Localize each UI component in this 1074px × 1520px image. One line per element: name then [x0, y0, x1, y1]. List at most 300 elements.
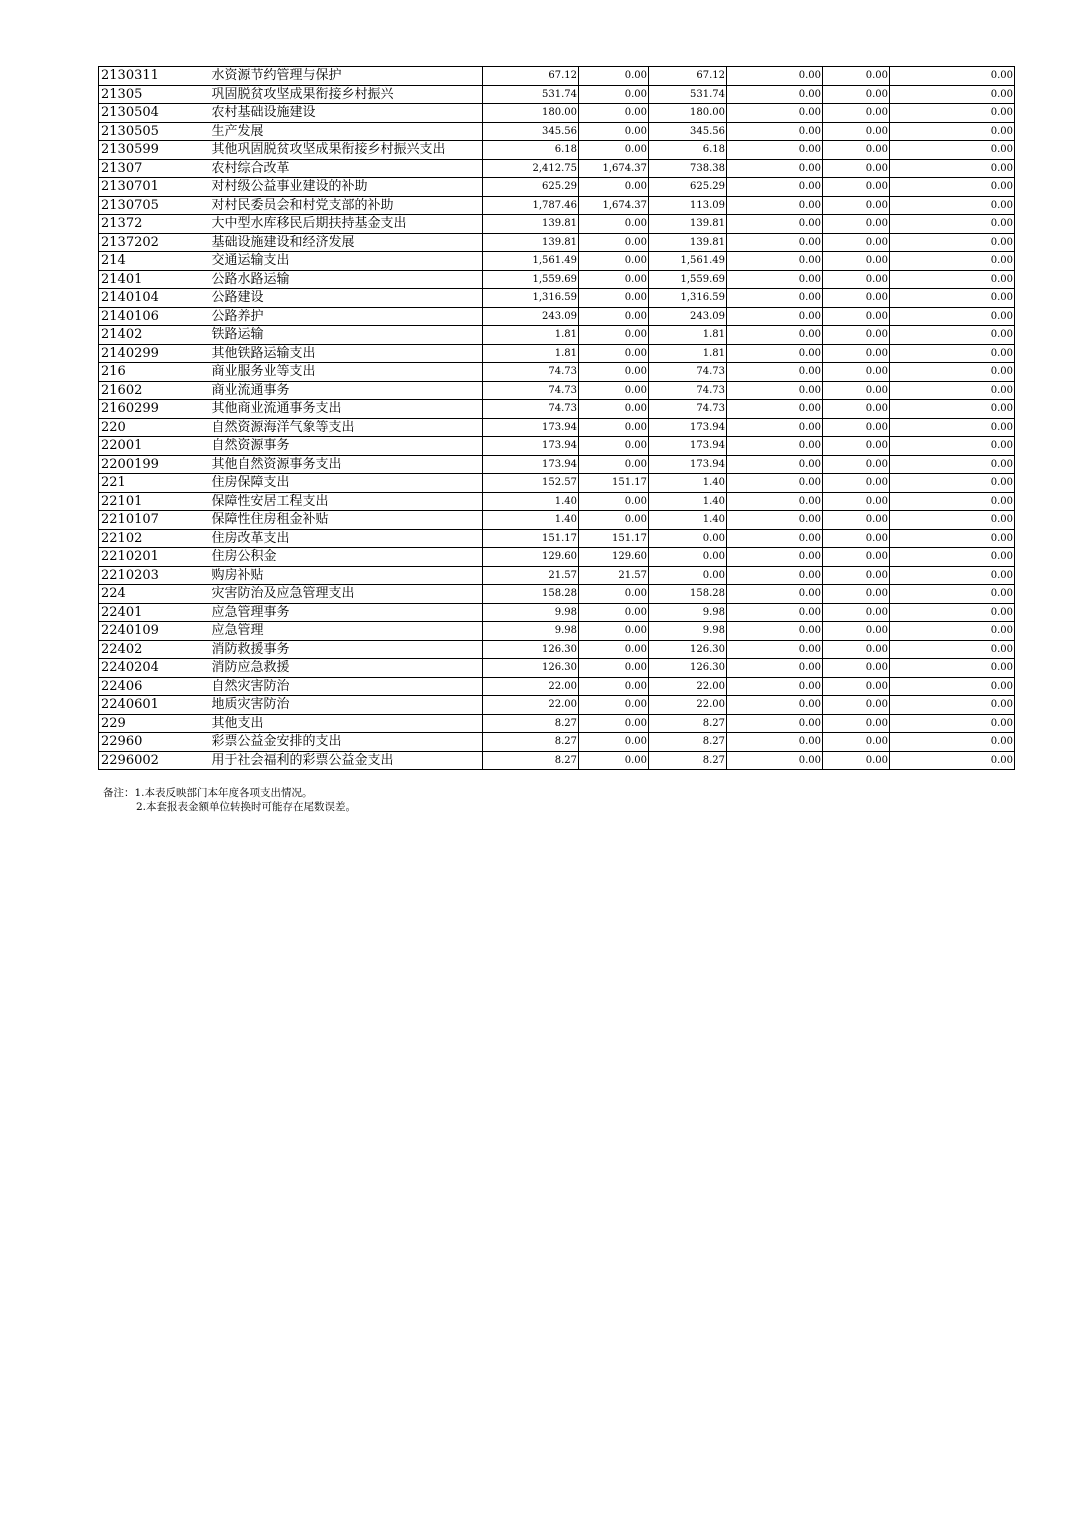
subject-code-cell: 21602 — [99, 381, 206, 400]
subject-name-cell: 商业流通事务 — [206, 381, 483, 400]
transfer-expenditure-cell: 0.00 — [890, 215, 1015, 234]
basic-expenditure-cell: 1,674.37 — [579, 159, 649, 178]
transfer-expenditure-cell: 0.00 — [890, 67, 1015, 86]
capital-expenditure-cell: 0.00 — [727, 67, 823, 86]
table-row — [99, 363, 1015, 382]
capital-expenditure-cell: 0.00 — [727, 270, 823, 289]
subject-name-cell: 应急管理事务 — [206, 603, 483, 622]
project-expenditure-cell: 0.00 — [649, 548, 727, 567]
table-row — [99, 215, 1015, 234]
basic-expenditure-cell: 0.00 — [579, 696, 649, 715]
basic-expenditure-cell: 0.00 — [579, 659, 649, 678]
subject-code-cell: 224 — [99, 585, 206, 604]
capital-expenditure-cell: 0.00 — [727, 289, 823, 308]
transfer-expenditure-cell: 0.00 — [890, 141, 1015, 160]
basic-expenditure-cell: 0.00 — [579, 363, 649, 382]
total-amount-cell: 8.27 — [483, 733, 579, 752]
capital-expenditure-cell: 0.00 — [727, 400, 823, 419]
other-expenditure-cell: 0.00 — [823, 437, 890, 456]
other-expenditure-cell: 0.00 — [823, 196, 890, 215]
other-expenditure-cell: 0.00 — [823, 141, 890, 160]
other-expenditure-cell: 0.00 — [823, 159, 890, 178]
table-row — [99, 252, 1015, 271]
table-row — [99, 307, 1015, 326]
note-line-2: 2.本套报表金额单位转换时可能存在尾数误差。 — [136, 801, 357, 813]
subject-name-cell: 农村基础设施建设 — [206, 104, 483, 123]
subject-code-cell: 22401 — [99, 603, 206, 622]
capital-expenditure-cell: 0.00 — [727, 622, 823, 641]
transfer-expenditure-cell: 0.00 — [890, 474, 1015, 493]
subject-code-cell: 2200199 — [99, 455, 206, 474]
subject-code-cell: 2140104 — [99, 289, 206, 308]
project-expenditure-cell: 67.12 — [649, 67, 727, 86]
subject-name-cell: 巩固脱贫攻坚成果衔接乡村振兴 — [206, 85, 483, 104]
transfer-expenditure-cell: 0.00 — [890, 104, 1015, 123]
table-row — [99, 159, 1015, 178]
total-amount-cell: 129.60 — [483, 548, 579, 567]
transfer-expenditure-cell: 0.00 — [890, 85, 1015, 104]
total-amount-cell: 6.18 — [483, 141, 579, 160]
table-row — [99, 437, 1015, 456]
transfer-expenditure-cell: 0.00 — [890, 252, 1015, 271]
table-row — [99, 492, 1015, 511]
other-expenditure-cell: 0.00 — [823, 529, 890, 548]
total-amount-cell: 139.81 — [483, 215, 579, 234]
subject-name-cell: 生产发展 — [206, 122, 483, 141]
capital-expenditure-cell: 0.00 — [727, 511, 823, 530]
basic-expenditure-cell: 0.00 — [579, 307, 649, 326]
subject-name-cell: 其他自然资源事务支出 — [206, 455, 483, 474]
subject-code-cell: 21402 — [99, 326, 206, 345]
capital-expenditure-cell: 0.00 — [727, 529, 823, 548]
subject-code-cell: 2140106 — [99, 307, 206, 326]
capital-expenditure-cell: 0.00 — [727, 640, 823, 659]
basic-expenditure-cell: 0.00 — [579, 751, 649, 770]
table-row — [99, 585, 1015, 604]
subject-name-cell: 公路建设 — [206, 289, 483, 308]
project-expenditure-cell: 158.28 — [649, 585, 727, 604]
project-expenditure-cell: 74.73 — [649, 400, 727, 419]
other-expenditure-cell: 0.00 — [823, 178, 890, 197]
basic-expenditure-cell: 0.00 — [579, 67, 649, 86]
table-row — [99, 529, 1015, 548]
capital-expenditure-cell: 0.00 — [727, 344, 823, 363]
subject-name-cell: 消防应急救援 — [206, 659, 483, 678]
subject-code-cell: 2130705 — [99, 196, 206, 215]
subject-code-cell: 21401 — [99, 270, 206, 289]
table-row — [99, 640, 1015, 659]
expenditure-table — [98, 66, 1015, 770]
total-amount-cell: 158.28 — [483, 585, 579, 604]
basic-expenditure-cell: 0.00 — [579, 141, 649, 160]
table-row — [99, 270, 1015, 289]
other-expenditure-cell: 0.00 — [823, 474, 890, 493]
total-amount-cell: 22.00 — [483, 677, 579, 696]
subject-code-cell: 22001 — [99, 437, 206, 456]
capital-expenditure-cell: 0.00 — [727, 307, 823, 326]
table-row — [99, 178, 1015, 197]
project-expenditure-cell: 139.81 — [649, 215, 727, 234]
total-amount-cell: 74.73 — [483, 400, 579, 419]
total-amount-cell: 151.17 — [483, 529, 579, 548]
other-expenditure-cell: 0.00 — [823, 307, 890, 326]
capital-expenditure-cell: 0.00 — [727, 104, 823, 123]
capital-expenditure-cell: 0.00 — [727, 585, 823, 604]
capital-expenditure-cell: 0.00 — [727, 215, 823, 234]
subject-code-cell: 220 — [99, 418, 206, 437]
project-expenditure-cell: 126.30 — [649, 659, 727, 678]
total-amount-cell: 9.98 — [483, 603, 579, 622]
table-row — [99, 289, 1015, 308]
subject-name-cell: 基础设施建设和经济发展 — [206, 233, 483, 252]
other-expenditure-cell: 0.00 — [823, 622, 890, 641]
subject-name-cell: 彩票公益金安排的支出 — [206, 733, 483, 752]
capital-expenditure-cell: 0.00 — [727, 659, 823, 678]
subject-name-cell: 其他支出 — [206, 714, 483, 733]
table-body — [99, 67, 1015, 770]
transfer-expenditure-cell: 0.00 — [890, 677, 1015, 696]
subject-code-cell: 21307 — [99, 159, 206, 178]
total-amount-cell: 74.73 — [483, 363, 579, 382]
transfer-expenditure-cell: 0.00 — [890, 363, 1015, 382]
transfer-expenditure-cell: 0.00 — [890, 751, 1015, 770]
basic-expenditure-cell: 129.60 — [579, 548, 649, 567]
subject-code-cell: 22960 — [99, 733, 206, 752]
subject-name-cell: 住房改革支出 — [206, 529, 483, 548]
table-row — [99, 733, 1015, 752]
transfer-expenditure-cell: 0.00 — [890, 492, 1015, 511]
table-row — [99, 696, 1015, 715]
capital-expenditure-cell: 0.00 — [727, 418, 823, 437]
table-row — [99, 141, 1015, 160]
table-row — [99, 400, 1015, 419]
table-row — [99, 85, 1015, 104]
basic-expenditure-cell: 0.00 — [579, 122, 649, 141]
subject-name-cell: 其他商业流通事务支出 — [206, 400, 483, 419]
total-amount-cell: 1,559.69 — [483, 270, 579, 289]
transfer-expenditure-cell: 0.00 — [890, 159, 1015, 178]
total-amount-cell: 126.30 — [483, 659, 579, 678]
subject-name-cell: 购房补贴 — [206, 566, 483, 585]
total-amount-cell: 173.94 — [483, 455, 579, 474]
project-expenditure-cell: 1,316.59 — [649, 289, 727, 308]
total-amount-cell: 1,561.49 — [483, 252, 579, 271]
subject-code-cell: 2296002 — [99, 751, 206, 770]
subject-name-cell: 公路水路运输 — [206, 270, 483, 289]
subject-code-cell: 229 — [99, 714, 206, 733]
table-row — [99, 67, 1015, 86]
other-expenditure-cell: 0.00 — [823, 400, 890, 419]
project-expenditure-cell: 6.18 — [649, 141, 727, 160]
table-row — [99, 122, 1015, 141]
other-expenditure-cell: 0.00 — [823, 215, 890, 234]
table-row — [99, 751, 1015, 770]
transfer-expenditure-cell: 0.00 — [890, 696, 1015, 715]
subject-code-cell: 214 — [99, 252, 206, 271]
total-amount-cell: 243.09 — [483, 307, 579, 326]
project-expenditure-cell: 9.98 — [649, 622, 727, 641]
subject-code-cell: 22402 — [99, 640, 206, 659]
subject-name-cell: 自然灾害防治 — [206, 677, 483, 696]
subject-name-cell: 自然资源海洋气象等支出 — [206, 418, 483, 437]
transfer-expenditure-cell: 0.00 — [890, 714, 1015, 733]
basic-expenditure-cell: 0.00 — [579, 677, 649, 696]
subject-name-cell: 商业服务业等支出 — [206, 363, 483, 382]
subject-code-cell: 2240204 — [99, 659, 206, 678]
total-amount-cell: 531.74 — [483, 85, 579, 104]
basic-expenditure-cell: 0.00 — [579, 511, 649, 530]
transfer-expenditure-cell: 0.00 — [890, 437, 1015, 456]
capital-expenditure-cell: 0.00 — [727, 85, 823, 104]
basic-expenditure-cell: 0.00 — [579, 233, 649, 252]
table-row — [99, 603, 1015, 622]
transfer-expenditure-cell: 0.00 — [890, 196, 1015, 215]
other-expenditure-cell: 0.00 — [823, 418, 890, 437]
subject-name-cell: 应急管理 — [206, 622, 483, 641]
subject-code-cell: 22406 — [99, 677, 206, 696]
other-expenditure-cell: 0.00 — [823, 67, 890, 86]
transfer-expenditure-cell: 0.00 — [890, 381, 1015, 400]
transfer-expenditure-cell: 0.00 — [890, 122, 1015, 141]
basic-expenditure-cell: 0.00 — [579, 326, 649, 345]
total-amount-cell: 139.81 — [483, 233, 579, 252]
project-expenditure-cell: 22.00 — [649, 677, 727, 696]
subject-name-cell: 其他铁路运输支出 — [206, 344, 483, 363]
table-row — [99, 622, 1015, 641]
transfer-expenditure-cell: 0.00 — [890, 400, 1015, 419]
other-expenditure-cell: 0.00 — [823, 751, 890, 770]
table-row — [99, 196, 1015, 215]
basic-expenditure-cell: 0.00 — [579, 437, 649, 456]
transfer-expenditure-cell: 0.00 — [890, 659, 1015, 678]
project-expenditure-cell: 243.09 — [649, 307, 727, 326]
project-expenditure-cell: 8.27 — [649, 733, 727, 752]
table-row — [99, 455, 1015, 474]
other-expenditure-cell: 0.00 — [823, 455, 890, 474]
basic-expenditure-cell: 0.00 — [579, 178, 649, 197]
other-expenditure-cell: 0.00 — [823, 270, 890, 289]
basic-expenditure-cell: 0.00 — [579, 215, 649, 234]
basic-expenditure-cell: 151.17 — [579, 529, 649, 548]
other-expenditure-cell: 0.00 — [823, 603, 890, 622]
project-expenditure-cell: 9.98 — [649, 603, 727, 622]
capital-expenditure-cell: 0.00 — [727, 196, 823, 215]
project-expenditure-cell: 1.40 — [649, 492, 727, 511]
total-amount-cell: 74.73 — [483, 381, 579, 400]
capital-expenditure-cell: 0.00 — [727, 548, 823, 567]
note-line-1: 备注：1.本表反映部门本年度各项支出情况。 — [103, 787, 313, 799]
other-expenditure-cell: 0.00 — [823, 363, 890, 382]
transfer-expenditure-cell: 0.00 — [890, 733, 1015, 752]
total-amount-cell: 8.27 — [483, 714, 579, 733]
basic-expenditure-cell: 0.00 — [579, 289, 649, 308]
basic-expenditure-cell: 0.00 — [579, 400, 649, 419]
transfer-expenditure-cell: 0.00 — [890, 418, 1015, 437]
subject-name-cell: 自然资源事务 — [206, 437, 483, 456]
transfer-expenditure-cell: 0.00 — [890, 511, 1015, 530]
capital-expenditure-cell: 0.00 — [727, 677, 823, 696]
project-expenditure-cell: 173.94 — [649, 455, 727, 474]
subject-code-cell: 2130311 — [99, 67, 206, 86]
capital-expenditure-cell: 0.00 — [727, 141, 823, 160]
subject-name-cell: 灾害防治及应急管理支出 — [206, 585, 483, 604]
total-amount-cell: 1.81 — [483, 344, 579, 363]
subject-name-cell: 住房保障支出 — [206, 474, 483, 493]
transfer-expenditure-cell: 0.00 — [890, 566, 1015, 585]
capital-expenditure-cell: 0.00 — [727, 178, 823, 197]
other-expenditure-cell: 0.00 — [823, 696, 890, 715]
basic-expenditure-cell: 0.00 — [579, 418, 649, 437]
basic-expenditure-cell: 0.00 — [579, 344, 649, 363]
basic-expenditure-cell: 21.57 — [579, 566, 649, 585]
project-expenditure-cell: 345.56 — [649, 122, 727, 141]
basic-expenditure-cell: 0.00 — [579, 492, 649, 511]
project-expenditure-cell: 22.00 — [649, 696, 727, 715]
subject-code-cell: 2210203 — [99, 566, 206, 585]
subject-name-cell: 交通运输支出 — [206, 252, 483, 271]
other-expenditure-cell: 0.00 — [823, 326, 890, 345]
other-expenditure-cell: 0.00 — [823, 566, 890, 585]
table-row — [99, 233, 1015, 252]
subject-code-cell: 216 — [99, 363, 206, 382]
total-amount-cell: 173.94 — [483, 418, 579, 437]
capital-expenditure-cell: 0.00 — [727, 474, 823, 493]
transfer-expenditure-cell: 0.00 — [890, 289, 1015, 308]
subject-code-cell: 2130599 — [99, 141, 206, 160]
subject-code-cell: 2240109 — [99, 622, 206, 641]
basic-expenditure-cell: 0.00 — [579, 455, 649, 474]
capital-expenditure-cell: 0.00 — [727, 363, 823, 382]
subject-name-cell: 铁路运输 — [206, 326, 483, 345]
project-expenditure-cell: 8.27 — [649, 751, 727, 770]
project-expenditure-cell: 1.81 — [649, 344, 727, 363]
project-expenditure-cell: 0.00 — [649, 529, 727, 548]
basic-expenditure-cell: 151.17 — [579, 474, 649, 493]
table-row — [99, 566, 1015, 585]
transfer-expenditure-cell: 0.00 — [890, 326, 1015, 345]
subject-name-cell: 大中型水库移民后期扶持基金支出 — [206, 215, 483, 234]
subject-name-cell: 用于社会福利的彩票公益金支出 — [206, 751, 483, 770]
capital-expenditure-cell: 0.00 — [727, 733, 823, 752]
other-expenditure-cell: 0.00 — [823, 344, 890, 363]
project-expenditure-cell: 1.81 — [649, 326, 727, 345]
basic-expenditure-cell: 0.00 — [579, 622, 649, 641]
table-row — [99, 548, 1015, 567]
subject-code-cell: 2130701 — [99, 178, 206, 197]
other-expenditure-cell: 0.00 — [823, 659, 890, 678]
other-expenditure-cell: 0.00 — [823, 677, 890, 696]
transfer-expenditure-cell: 0.00 — [890, 548, 1015, 567]
other-expenditure-cell: 0.00 — [823, 381, 890, 400]
subject-code-cell: 2210107 — [99, 511, 206, 530]
total-amount-cell: 1.40 — [483, 492, 579, 511]
table-row — [99, 344, 1015, 363]
transfer-expenditure-cell: 0.00 — [890, 622, 1015, 641]
basic-expenditure-cell: 0.00 — [579, 85, 649, 104]
other-expenditure-cell: 0.00 — [823, 640, 890, 659]
transfer-expenditure-cell: 0.00 — [890, 270, 1015, 289]
basic-expenditure-cell: 0.00 — [579, 270, 649, 289]
table-row — [99, 418, 1015, 437]
other-expenditure-cell: 0.00 — [823, 289, 890, 308]
transfer-expenditure-cell: 0.00 — [890, 603, 1015, 622]
project-expenditure-cell: 74.73 — [649, 381, 727, 400]
basic-expenditure-cell: 0.00 — [579, 714, 649, 733]
project-expenditure-cell: 139.81 — [649, 233, 727, 252]
capital-expenditure-cell: 0.00 — [727, 603, 823, 622]
table-row — [99, 714, 1015, 733]
project-expenditure-cell: 1.40 — [649, 511, 727, 530]
total-amount-cell: 8.27 — [483, 751, 579, 770]
basic-expenditure-cell: 1,674.37 — [579, 196, 649, 215]
project-expenditure-cell: 180.00 — [649, 104, 727, 123]
basic-expenditure-cell: 0.00 — [579, 381, 649, 400]
other-expenditure-cell: 0.00 — [823, 85, 890, 104]
other-expenditure-cell: 0.00 — [823, 104, 890, 123]
subject-code-cell: 2160299 — [99, 400, 206, 419]
subject-name-cell: 消防救援事务 — [206, 640, 483, 659]
capital-expenditure-cell: 0.00 — [727, 252, 823, 271]
capital-expenditure-cell: 0.00 — [727, 714, 823, 733]
capital-expenditure-cell: 0.00 — [727, 492, 823, 511]
transfer-expenditure-cell: 0.00 — [890, 307, 1015, 326]
total-amount-cell: 1,316.59 — [483, 289, 579, 308]
project-expenditure-cell: 74.73 — [649, 363, 727, 382]
transfer-expenditure-cell: 0.00 — [890, 178, 1015, 197]
total-amount-cell: 67.12 — [483, 67, 579, 86]
total-amount-cell: 152.57 — [483, 474, 579, 493]
other-expenditure-cell: 0.00 — [823, 492, 890, 511]
subject-name-cell: 对村级公益事业建设的补助 — [206, 178, 483, 197]
subject-code-cell: 21305 — [99, 85, 206, 104]
other-expenditure-cell: 0.00 — [823, 548, 890, 567]
basic-expenditure-cell: 0.00 — [579, 733, 649, 752]
other-expenditure-cell: 0.00 — [823, 733, 890, 752]
project-expenditure-cell: 1,561.49 — [649, 252, 727, 271]
project-expenditure-cell: 531.74 — [649, 85, 727, 104]
subject-code-cell: 2210201 — [99, 548, 206, 567]
project-expenditure-cell: 173.94 — [649, 437, 727, 456]
table-row — [99, 677, 1015, 696]
capital-expenditure-cell: 0.00 — [727, 233, 823, 252]
capital-expenditure-cell: 0.00 — [727, 455, 823, 474]
subject-name-cell: 农村综合改革 — [206, 159, 483, 178]
project-expenditure-cell: 126.30 — [649, 640, 727, 659]
project-expenditure-cell: 1.40 — [649, 474, 727, 493]
subject-code-cell: 22102 — [99, 529, 206, 548]
subject-name-cell: 公路养护 — [206, 307, 483, 326]
total-amount-cell: 1,787.46 — [483, 196, 579, 215]
project-expenditure-cell: 625.29 — [649, 178, 727, 197]
total-amount-cell: 625.29 — [483, 178, 579, 197]
table-row — [99, 381, 1015, 400]
subject-name-cell: 住房公积金 — [206, 548, 483, 567]
subject-code-cell: 22101 — [99, 492, 206, 511]
project-expenditure-cell: 0.00 — [649, 566, 727, 585]
capital-expenditure-cell: 0.00 — [727, 326, 823, 345]
subject-name-cell: 保障性住房租金补贴 — [206, 511, 483, 530]
subject-code-cell: 2137202 — [99, 233, 206, 252]
capital-expenditure-cell: 0.00 — [727, 437, 823, 456]
transfer-expenditure-cell: 0.00 — [890, 233, 1015, 252]
subject-name-cell: 水资源节约管理与保护 — [206, 67, 483, 86]
project-expenditure-cell: 738.38 — [649, 159, 727, 178]
table-row — [99, 511, 1015, 530]
capital-expenditure-cell: 0.00 — [727, 566, 823, 585]
other-expenditure-cell: 0.00 — [823, 714, 890, 733]
other-expenditure-cell: 0.00 — [823, 233, 890, 252]
transfer-expenditure-cell: 0.00 — [890, 585, 1015, 604]
